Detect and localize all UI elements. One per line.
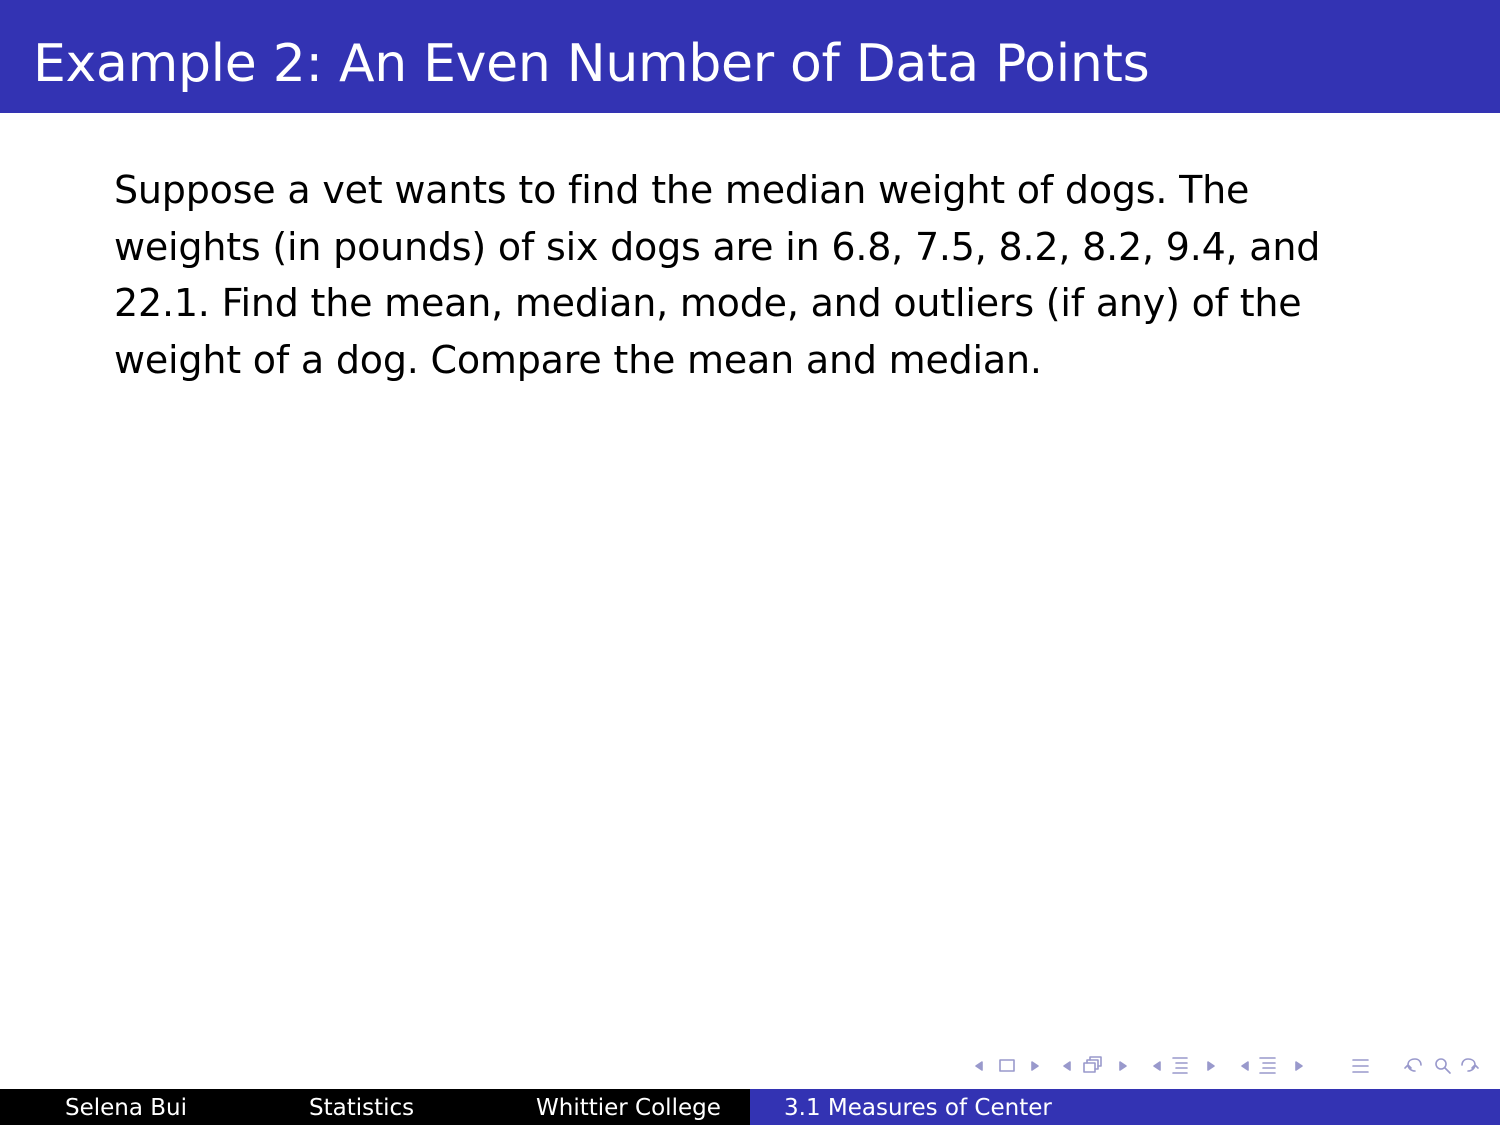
slide-title: Example 2: An Even Number of Data Points — [33, 34, 1150, 94]
footer-left-panel — [0, 1089, 750, 1125]
next-section-arrow-icon[interactable] — [1208, 1062, 1214, 1070]
forward-icon[interactable] — [1462, 1059, 1478, 1071]
footer-right-panel — [750, 1089, 1500, 1125]
prev-document-arrow-icon[interactable] — [1242, 1062, 1248, 1070]
frame-icon[interactable] — [1000, 1060, 1014, 1071]
section-icon[interactable] — [1173, 1058, 1187, 1073]
next-subsection-arrow-icon[interactable] — [1120, 1062, 1126, 1070]
navigation-symbols — [970, 1052, 1490, 1080]
footer-author: Selena Bui — [65, 1095, 188, 1121]
prev-frame-arrow-icon[interactable] — [976, 1062, 982, 1070]
footer — [0, 1089, 1500, 1125]
beamer-navigation-bar — [970, 1052, 1490, 1080]
slide-body-text: Suppose a vet wants to find the median weight of dogs. The weights (in pounds) of six dogs are in 6.8, 7.5, 8.2, 8.2, 9.4, and 22.1. Find the mean, median, mode, and outliers (if any) of the weight of a dog. Compare the mean and median. — [114, 168, 1321, 382]
footer-institution: Whittier College — [536, 1095, 721, 1121]
search-icon[interactable] — [1436, 1059, 1450, 1073]
footer-section: 3.1 Measures of Center — [784, 1095, 1052, 1121]
next-frame-arrow-icon[interactable] — [1032, 1062, 1038, 1070]
footer-course: Statistics — [309, 1095, 415, 1121]
back-icon[interactable] — [1405, 1059, 1421, 1071]
title-bar — [0, 0, 1500, 113]
prev-subsection-arrow-icon[interactable] — [1064, 1062, 1070, 1070]
document-icon[interactable] — [1260, 1058, 1275, 1073]
outline-icon[interactable] — [1353, 1060, 1368, 1072]
next-document-arrow-icon[interactable] — [1296, 1062, 1302, 1070]
subsection-icon[interactable] — [1084, 1057, 1101, 1072]
prev-section-arrow-icon[interactable] — [1154, 1062, 1160, 1070]
